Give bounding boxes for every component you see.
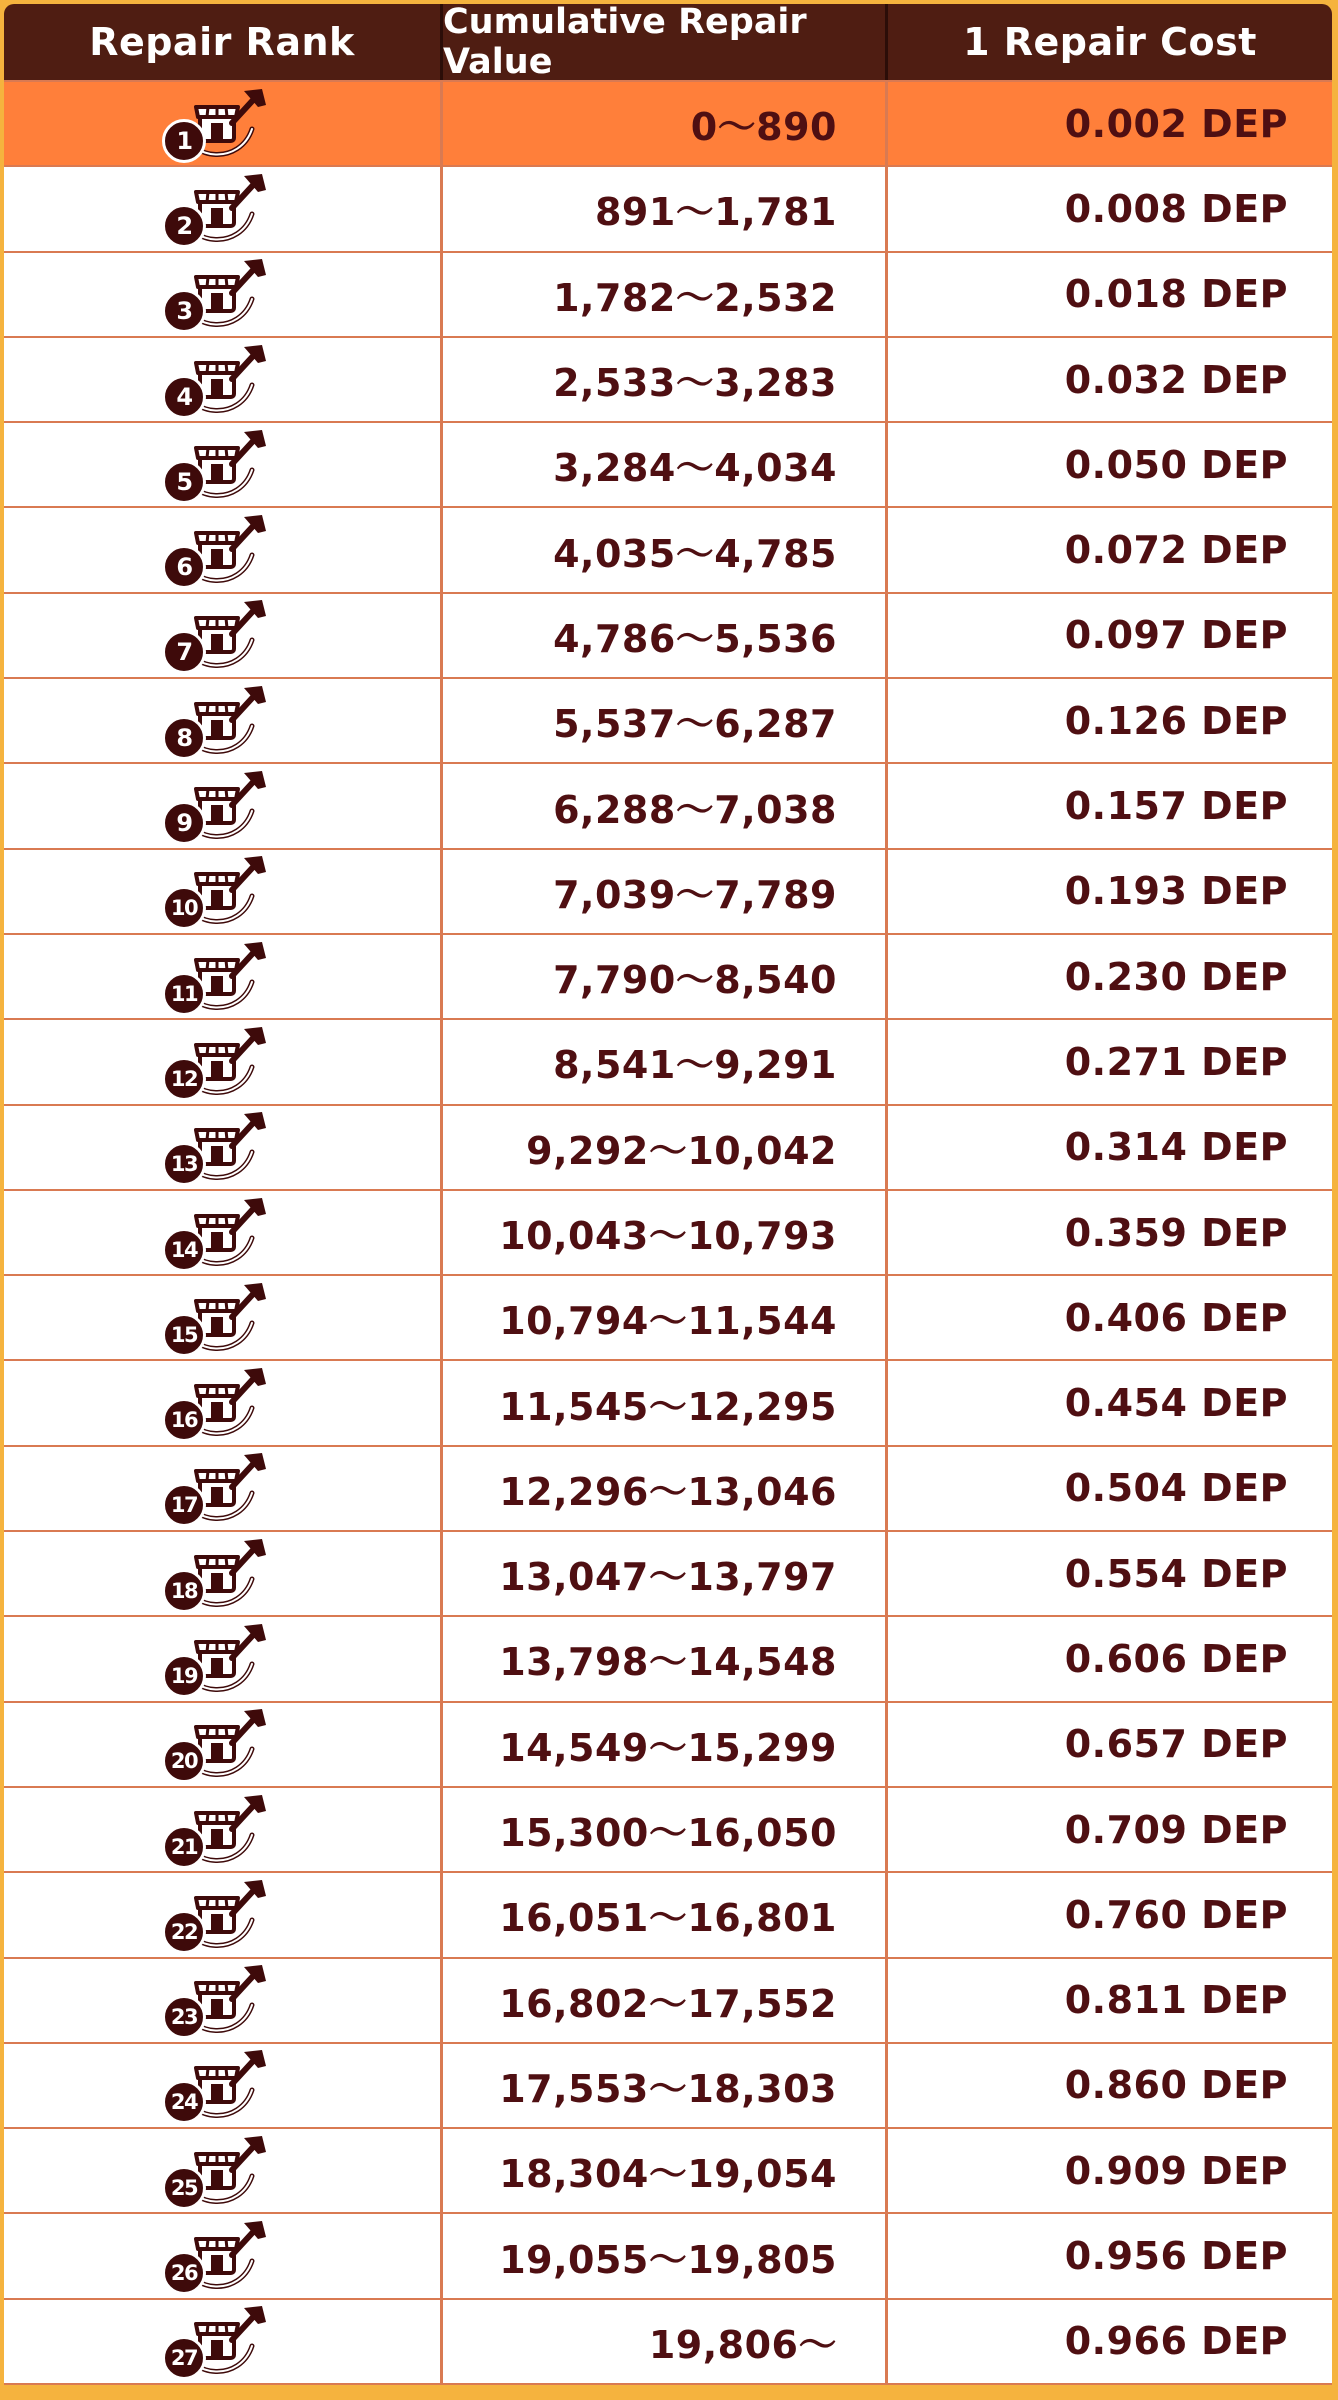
repair-shop-hammer-icon [162,1364,282,1442]
rank-cell [4,1191,443,1274]
repair-cost-cell: 0.860 DEP [1064,2063,1288,2108]
table-row [4,2129,1332,2214]
table-row [4,1959,1332,2044]
repair-cost-cell: 0.097 DEP [1064,613,1288,658]
repair-shop-hammer-icon [162,938,282,1016]
rank-number-badge: 9 [162,801,206,845]
repair-cost-cell: 0.811 DEP [1064,1978,1288,2023]
repair-shop-hammer-icon [162,1961,282,2039]
table-row [4,1106,1332,1191]
header-repair-rank: Repair Rank [4,4,443,80]
rank-number-badge: 25 [162,2166,206,2210]
rank-cell [4,1617,443,1700]
table-row [4,594,1332,679]
cumulative-value-cell: 0～890 [443,82,888,165]
repair-shop-hammer-icon [162,596,282,674]
cumulative-value-cell: 18,304～19,054 [443,2129,888,2212]
rank-cell [4,508,443,591]
repair-cost-cell: 0.657 DEP [1064,1722,1288,1767]
rank-cell [4,1447,443,1530]
rank-cell [4,594,443,677]
table-row [4,1532,1332,1617]
repair-shop-hammer-icon [162,1194,282,1272]
rank-cell [4,2044,443,2127]
table-row [4,1873,1332,1958]
repair-cost-cell: 0.193 DEP [1064,869,1288,914]
rank-number-badge: 13 [162,1142,206,1186]
repair-cost-cell: 0.504 DEP [1064,1466,1288,1511]
repair-shop-hammer-icon [162,1705,282,1783]
rank-number-badge: 15 [162,1313,206,1357]
rank-cell [4,82,443,165]
rank-number-badge: 11 [162,972,206,1016]
rank-number-badge: 3 [162,289,206,333]
rank-cell [4,1276,443,1359]
repair-shop-hammer-icon [162,1535,282,1613]
rank-cell [4,167,443,250]
table-row [4,508,1332,593]
repair-cost-cell: 0.359 DEP [1064,1210,1288,1255]
repair-shop-hammer-icon [162,1449,282,1527]
repair-cost-cell: 0.072 DEP [1064,528,1288,573]
table-row [4,1276,1332,1361]
cumulative-value-cell: 4,035～4,785 [443,508,888,591]
rank-cell [4,2214,443,2297]
cumulative-value-cell: 13,047～13,797 [443,1532,888,1615]
repair-cost-cell: 0.606 DEP [1064,1636,1288,1681]
table-row [4,423,1332,508]
repair-shop-hammer-icon [162,852,282,930]
repair-cost-cell: 0.002 DEP [1064,101,1288,146]
cumulative-value-cell: 17,553～18,303 [443,2044,888,2127]
cumulative-value-cell: 14,549～15,299 [443,1703,888,1786]
table-row [4,338,1332,423]
table-row [4,850,1332,935]
rank-number-badge: 22 [162,1910,206,1954]
table-row [4,167,1332,252]
rank-number-badge: 26 [162,2251,206,2295]
table-row [4,82,1332,167]
repair-cost-cell: 0.314 DEP [1064,1125,1288,1170]
rank-cell [4,1532,443,1615]
repair-cost-cell: 0.406 DEP [1064,1295,1288,1340]
rank-cell [4,1959,443,2042]
cumulative-value-cell: 19,806～ [443,2300,888,2383]
table-row [4,2044,1332,2129]
repair-shop-hammer-icon [162,511,282,589]
repair-shop-hammer-icon [162,1023,282,1101]
repair-cost-cell: 0.126 DEP [1064,698,1288,743]
rank-number-badge: 24 [162,2080,206,2124]
cumulative-value-cell: 15,300～16,050 [443,1788,888,1871]
rank-number-badge: 17 [162,1483,206,1527]
repair-cost-cell: 0.709 DEP [1064,1807,1288,1852]
cumulative-value-cell: 7,039～7,789 [443,850,888,933]
cumulative-value-cell: 16,051～16,801 [443,1873,888,1956]
rank-number-badge: 23 [162,1995,206,2039]
rank-cell [4,2300,443,2383]
cumulative-value-cell: 12,296～13,046 [443,1447,888,1530]
table-row [4,1020,1332,1105]
rank-cell [4,338,443,421]
repair-shop-hammer-icon [162,767,282,845]
rank-cell [4,679,443,762]
repair-shop-hammer-icon [162,2046,282,2124]
cumulative-value-cell: 1,782～2,532 [443,253,888,336]
repair-cost-cell: 0.230 DEP [1064,954,1288,999]
table-row [4,1191,1332,1276]
repair-shop-hammer-icon [162,1876,282,1954]
cumulative-value-cell: 8,541～9,291 [443,1020,888,1103]
rank-number-badge: 16 [162,1398,206,1442]
table-row [4,2214,1332,2299]
rank-number-badge: 6 [162,545,206,589]
rank-number-badge: 4 [162,375,206,419]
repair-shop-hammer-icon [162,2217,282,2295]
repair-shop-hammer-icon [162,682,282,760]
rank-cell [4,1361,443,1444]
repair-shop-hammer-icon [162,426,282,504]
repair-shop-hammer-icon [162,2302,282,2380]
repair-shop-hammer-icon [162,1279,282,1357]
cumulative-value-cell: 2,533～3,283 [443,338,888,421]
repair-cost-cell: 0.454 DEP [1064,1381,1288,1426]
table-row [4,1703,1332,1788]
table-row [4,1788,1332,1873]
rank-cell [4,1703,443,1786]
cumulative-value-cell: 4,786～5,536 [443,594,888,677]
rank-number-badge: 8 [162,716,206,760]
rank-number-badge: 27 [162,2336,206,2380]
rank-number-badge: 18 [162,1569,206,1613]
repair-cost-cell: 0.157 DEP [1064,784,1288,829]
cumulative-value-cell: 13,798～14,548 [443,1617,888,1700]
cumulative-value-cell: 7,790～8,540 [443,935,888,1018]
repair-rank-table [4,4,1332,2385]
rank-number-badge: 14 [162,1228,206,1272]
rank-cell [4,935,443,1018]
rank-number-badge: 12 [162,1057,206,1101]
repair-cost-cell: 0.008 DEP [1064,186,1288,231]
repair-cost-cell: 0.554 DEP [1064,1551,1288,1596]
rank-number-badge: 5 [162,460,206,504]
rank-cell [4,1106,443,1189]
table-row [4,1617,1332,1702]
header-cumulative-repair-value: Cumulative Repair Value [443,4,888,80]
rank-number-badge: 10 [162,886,206,930]
rank-number-badge: 21 [162,1825,206,1869]
table-row [4,679,1332,764]
rank-cell [4,253,443,336]
header-repair-cost: 1 Repair Cost [963,20,1257,64]
cumulative-value-cell: 11,545～12,295 [443,1361,888,1444]
table-row [4,935,1332,1020]
repair-cost-cell: 0.909 DEP [1064,2148,1288,2193]
cumulative-value-cell: 5,537～6,287 [443,679,888,762]
repair-cost-cell: 0.271 DEP [1064,1039,1288,1084]
table-header-row [4,4,1332,82]
table-row [4,2300,1332,2385]
repair-cost-cell: 0.032 DEP [1064,357,1288,402]
rank-cell [4,1788,443,1871]
repair-shop-hammer-icon [162,1791,282,1869]
rank-cell [4,850,443,933]
cumulative-value-cell: 10,794～11,544 [443,1276,888,1359]
repair-cost-cell: 0.956 DEP [1064,2234,1288,2279]
rank-cell [4,2129,443,2212]
table-row [4,253,1332,338]
rank-number-badge: 2 [162,204,206,248]
rank-cell [4,1873,443,1956]
repair-shop-hammer-icon [162,85,282,163]
repair-shop-hammer-icon [162,1620,282,1698]
cumulative-value-cell: 9,292～10,042 [443,1106,888,1189]
repair-cost-cell: 0.018 DEP [1064,272,1288,317]
cumulative-value-cell: 10,043～10,793 [443,1191,888,1274]
repair-cost-cell: 0.966 DEP [1064,2319,1288,2364]
table-row [4,1447,1332,1532]
rank-number-badge: 19 [162,1654,206,1698]
cumulative-value-cell: 19,055～19,805 [443,2214,888,2297]
repair-shop-hammer-icon [162,170,282,248]
repair-shop-hammer-icon [162,2132,282,2210]
rank-number-badge: 1 [162,119,206,163]
repair-cost-cell: 0.050 DEP [1064,442,1288,487]
cumulative-value-cell: 16,802～17,552 [443,1959,888,2042]
rank-cell [4,423,443,506]
cumulative-value-cell: 891～1,781 [443,167,888,250]
rank-number-badge: 7 [162,630,206,674]
table-row [4,764,1332,849]
repair-shop-hammer-icon [162,341,282,419]
cumulative-value-cell: 6,288～7,038 [443,764,888,847]
repair-shop-hammer-icon [162,1108,282,1186]
table-row [4,1361,1332,1446]
repair-cost-cell: 0.760 DEP [1064,1892,1288,1937]
table-body [4,82,1332,2385]
rank-cell [4,764,443,847]
rank-cell [4,1020,443,1103]
repair-shop-hammer-icon [162,255,282,333]
cumulative-value-cell: 3,284～4,034 [443,423,888,506]
rank-number-badge: 20 [162,1739,206,1783]
